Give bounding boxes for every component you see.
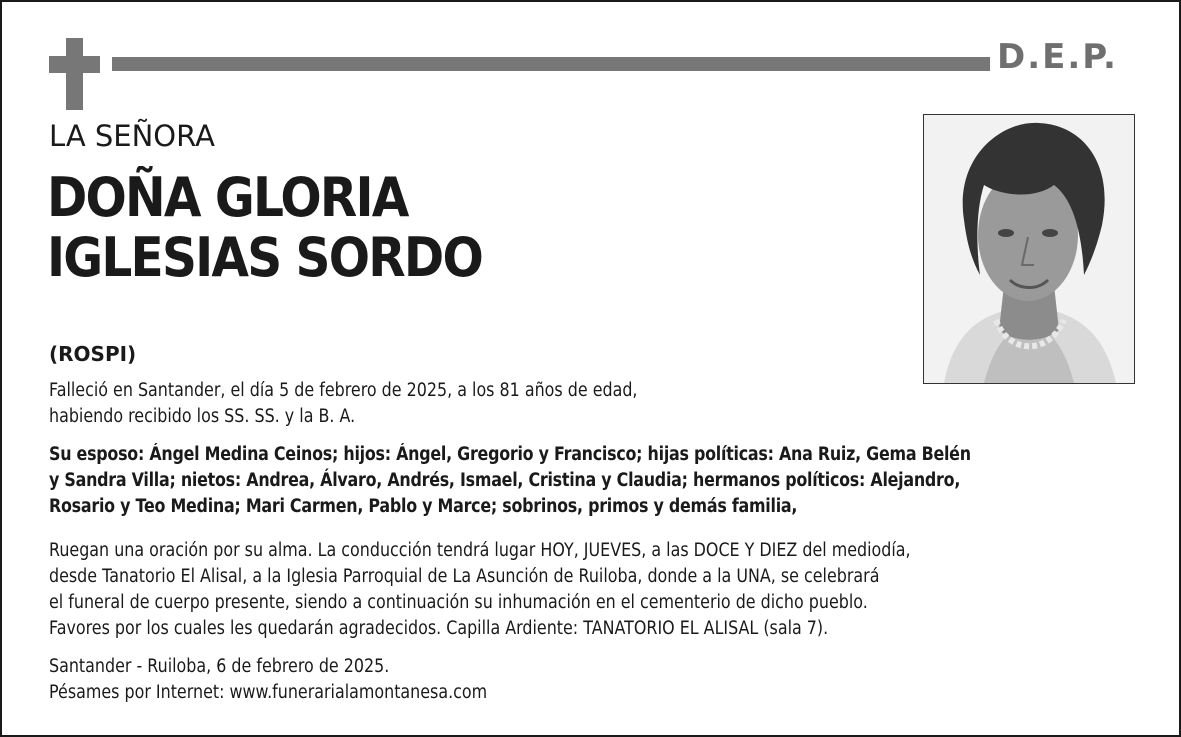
- dep-label: D.E.P.: [997, 37, 1118, 77]
- deceased-name-line2: IGLESIAS SORDO: [47, 226, 482, 289]
- portrait-photo: [923, 114, 1135, 384]
- family-line: Rosario y Teo Medina; Mari Carmen, Pablo y Marce; sobrinos, primos y demás familia,: [49, 496, 798, 517]
- death-info: [49, 378, 978, 430]
- ceremony-line: desde Tanatorio El Alisal, a la Iglesia Parroquial de La Asunción de Ruiloba, donde a la UNA, se celebrará: [49, 566, 880, 587]
- portrait-image: [924, 115, 1134, 383]
- family-line: y Sandra Villa; nietos: Andrea, Álvaro, Andrés, Ismael, Cristina y Claudia; hermanos políticos: Alejandro,: [49, 470, 961, 491]
- family-line: Su esposo: Ángel Medina Ceinos; hijos: Ángel, Gregorio y Francisco; hijas políticas: Ana Ruiz, Gema Belén: [49, 444, 971, 465]
- footer: [49, 654, 978, 706]
- place-date: Santander - Ruiloba, 6 de febrero de 2025.: [49, 656, 390, 677]
- family-list: [49, 442, 978, 520]
- ceremony-line: el funeral de cuerpo presente, siendo a continuación su inhumación en el cementerio de dicho pueblo.: [49, 592, 868, 613]
- ceremony-line: Favores por los cuales les quedarán agradecidos. Capilla Ardiente: TANATORIO EL ALISAL (sala 7).: [49, 618, 829, 639]
- cross-icon-vertical: [66, 38, 83, 110]
- nickname: (ROSPI): [49, 342, 137, 366]
- header-rule: [112, 57, 990, 71]
- ceremony-line: Ruegan una oración por su alma. La conducción tendrá lugar HOY, JUEVES, a las DOCE Y DIEZ del mediodía,: [49, 540, 911, 561]
- condolences-link: Pésames por Internet: www.funerarialamontanesa.com: [49, 682, 488, 703]
- deceased-name: [47, 168, 482, 288]
- deceased-name-line1: DOÑA GLORIA: [47, 166, 408, 229]
- cross-icon-horizontal: [49, 56, 100, 73]
- ceremony-info: [49, 538, 978, 642]
- death-info-line: habiendo recibido los SS. SS. y la B. A.: [49, 406, 356, 427]
- honorific: LA SEÑORA: [49, 119, 215, 153]
- death-info-line: Falleció en Santander, el día 5 de febrero de 2025, a los 81 años de edad,: [49, 380, 638, 401]
